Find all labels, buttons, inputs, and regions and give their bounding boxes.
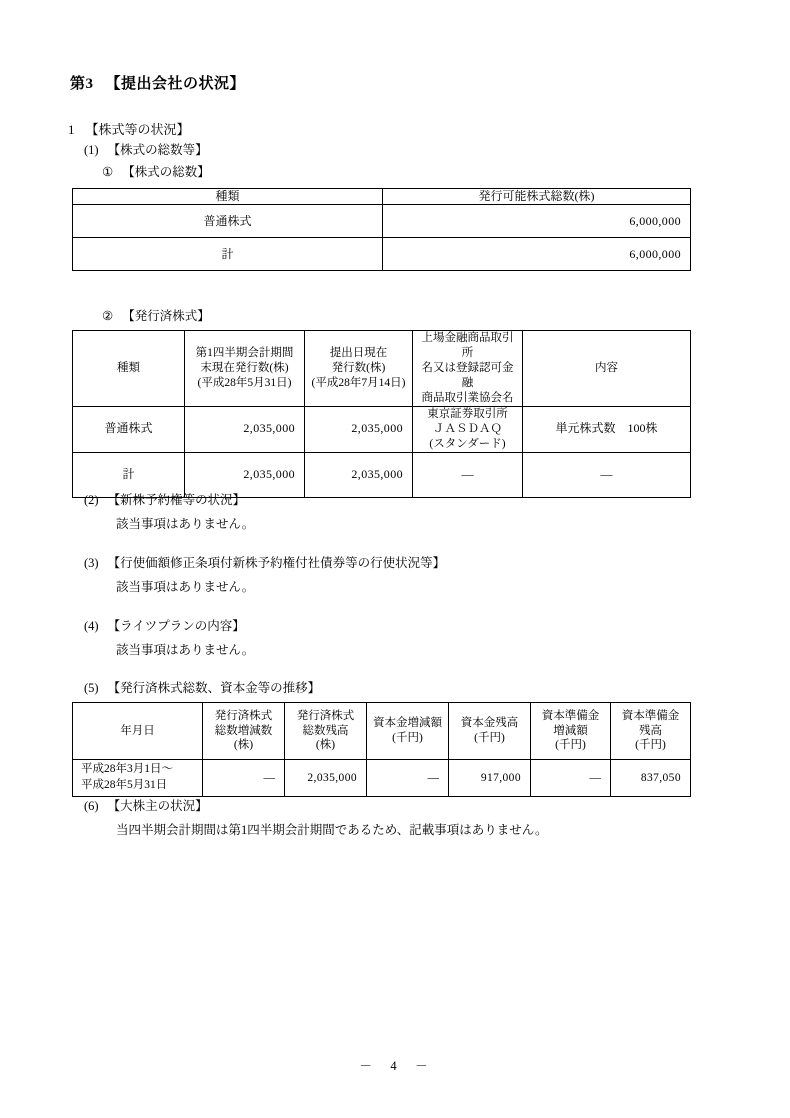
- section-1-6-label: 【大株主の状況】: [107, 799, 208, 813]
- section-1-6-number: (6): [84, 799, 99, 813]
- header-line: 発行済株式: [214, 709, 273, 722]
- header-line: 上場金融商品取引所: [421, 332, 514, 359]
- section-1-3-number: (3): [84, 556, 99, 570]
- header-line: 発行数(株): [331, 361, 386, 374]
- table-capital-history: [72, 702, 691, 797]
- cell-reserve-balance: 837,050: [611, 760, 691, 797]
- section-1-5-label: 【発行済株式総数、資本金等の推移】: [107, 681, 321, 695]
- header-capital-balance: [449, 703, 531, 760]
- cell-capital-change: ―: [367, 760, 449, 797]
- section-1-number: 1: [68, 122, 75, 137]
- header-filing-date-shares: [305, 331, 413, 407]
- header-line: 資本準備金: [621, 709, 680, 722]
- cell-share-type: 普通株式: [73, 406, 185, 452]
- header-share-type: 種類: [73, 189, 383, 205]
- cell-authorized-shares: 6,000,000: [383, 238, 691, 271]
- cell-shares-change: ―: [203, 760, 285, 797]
- cell-authorized-shares: 6,000,000: [383, 205, 691, 238]
- header-share-type: 種類: [73, 331, 185, 407]
- header-date: 年月日: [73, 703, 203, 760]
- section-1-5-heading: [84, 678, 320, 696]
- section-1-1-number: (1): [84, 143, 99, 157]
- cell-date: [73, 760, 203, 797]
- header-line: 商品取引業協会名: [421, 391, 514, 404]
- cell-capital-balance: 917,000: [449, 760, 531, 797]
- page-title-text: 【提出会社の状況】: [105, 76, 246, 92]
- header-shares-balance: [285, 703, 367, 760]
- section-1-6-heading: [84, 796, 548, 814]
- page-number-footer: － 4 －: [359, 1059, 431, 1073]
- section-1-1-1-heading: [102, 162, 210, 180]
- section-1-2-heading: [84, 490, 254, 508]
- cell-line: 平成28年3月1日～: [81, 763, 173, 776]
- header-authorized-shares: 発行可能株式総数(株): [383, 189, 691, 205]
- header-line: 総数増減数: [214, 724, 273, 737]
- cell-q1-end-shares: 2,035,000: [185, 452, 305, 497]
- header-capital-change: [367, 703, 449, 760]
- section-1-4-heading: [84, 616, 254, 634]
- table-issued-shares: [72, 330, 691, 498]
- section-1-6-body: 当四半期会計期間は第1四半期会計期間であるため、記載事項はありません。: [116, 823, 548, 837]
- table-row: [73, 760, 691, 797]
- header-line: 第1四半期会計期間: [195, 346, 294, 359]
- header-line: (千円): [474, 732, 505, 744]
- header-line: (株): [315, 739, 336, 752]
- header-line: (株): [233, 739, 254, 752]
- section-1-1-2-number: ②: [102, 309, 114, 323]
- cell-line: (スタンダード): [429, 437, 506, 450]
- cell-shares-balance: 2,035,000: [285, 760, 367, 797]
- section-1-3-body: 該当事項はありません。: [116, 580, 255, 594]
- header-line: (千円): [392, 732, 423, 744]
- header-line: (平成28年7月14日): [311, 376, 406, 389]
- section-1-1-1-label: 【株式の総数】: [122, 165, 210, 179]
- section-1-3-label: 【行使価額修正条項付新株予約権付社債券等の行使状況等】: [107, 556, 446, 570]
- header-line: 資本金増減額: [373, 717, 442, 730]
- table-header-row: [73, 189, 691, 205]
- header-reserve-balance: [611, 703, 691, 760]
- header-line: 資本金残高: [460, 717, 519, 730]
- cell-filing-date-shares: 2,035,000: [305, 452, 413, 497]
- section-1-4-label: 【ライツプランの内容】: [107, 619, 245, 633]
- section-1-6: [84, 796, 548, 838]
- cell-filing-date-shares: 2,035,000: [305, 406, 413, 452]
- header-shares-change: [203, 703, 285, 760]
- section-1-4: [84, 616, 254, 658]
- cell-q1-end-shares: 2,035,000: [185, 406, 305, 452]
- section-1-label: 【株式等の状況】: [85, 122, 190, 137]
- section-1-5-number: (5): [84, 681, 99, 695]
- page-title-number: 第3: [70, 76, 94, 92]
- header-content: 内容: [523, 331, 691, 407]
- section-1-heading: [68, 119, 190, 138]
- section-1-4-number: (4): [84, 619, 99, 633]
- header-reserve-change: [531, 703, 611, 760]
- header-line: (千円): [555, 739, 586, 752]
- cell-listed-exchange: [413, 406, 523, 452]
- section-1-1-label: 【株式の総数等】: [107, 143, 208, 157]
- header-line: 増減額: [553, 724, 588, 737]
- cell-reserve-change: ―: [531, 760, 611, 797]
- cell-line: 東京証券取引所: [427, 407, 508, 420]
- cell-share-type: 普通株式: [73, 205, 383, 238]
- section-1-2-body: 該当事項はありません。: [116, 517, 255, 531]
- table-row: [73, 238, 691, 271]
- header-line: 発行済株式: [296, 709, 355, 722]
- cell-content: ―: [523, 452, 691, 497]
- page-title: [70, 72, 245, 93]
- section-1-3: [84, 553, 445, 595]
- section-1-1-1-number: ①: [102, 165, 114, 179]
- header-line: (千円): [635, 739, 666, 752]
- header-listed-exchange: [413, 331, 523, 407]
- table-header-row: [73, 703, 691, 760]
- table-header-row: [73, 331, 691, 407]
- section-1-1-2-heading: [102, 306, 210, 324]
- cell-content: 単元株式数 100株: [523, 406, 691, 452]
- table-row: [73, 406, 691, 452]
- section-1-2-label: 【新株予約権等の状況】: [107, 493, 246, 507]
- header-line: 提出日現在: [329, 346, 388, 359]
- table-row: [73, 205, 691, 238]
- cell-line: 平成28年5月31日: [81, 779, 168, 791]
- section-1-1-2-label: 【発行済株式】: [122, 309, 210, 323]
- table-total-shares: [72, 188, 691, 271]
- section-1-2: [84, 490, 254, 532]
- header-line: 資本準備金: [541, 709, 600, 722]
- section-1-3-heading: [84, 553, 445, 571]
- section-1-4-body: 該当事項はありません。: [116, 643, 255, 657]
- header-line: (平成28年5月31日): [197, 376, 292, 389]
- section-1-1-heading: [84, 140, 208, 158]
- section-1-2-number: (2): [84, 493, 99, 507]
- header-line: 総数残高: [302, 724, 349, 737]
- header-q1-end-shares: [185, 331, 305, 407]
- cell-share-type: 計: [73, 238, 383, 271]
- header-line: 名又は登録認可金融: [421, 361, 514, 389]
- header-line: 末現在発行数(株): [200, 361, 289, 374]
- header-line: 残高: [639, 724, 662, 737]
- cell-share-type: 計: [73, 452, 185, 497]
- cell-listed-exchange: ―: [413, 452, 523, 497]
- cell-line: ＪＡＳＤＡＱ: [433, 422, 502, 435]
